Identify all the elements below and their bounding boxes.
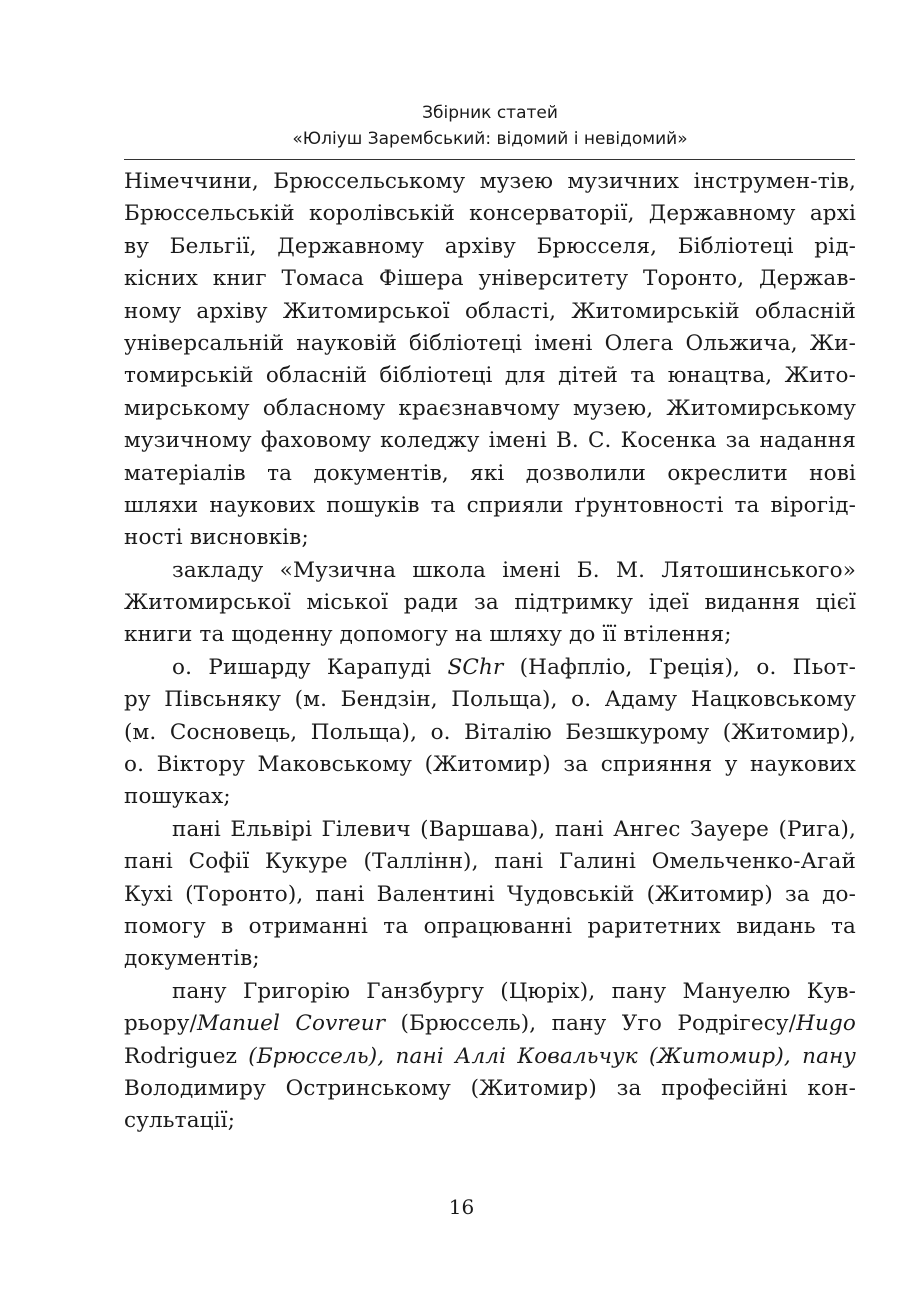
text-run: сультації; <box>124 1108 236 1134</box>
text-run: рьору/ <box>124 1011 197 1037</box>
body-text <box>124 166 856 1138</box>
text-line <box>124 1041 856 1073</box>
text-line <box>124 717 856 749</box>
text-line <box>124 781 856 813</box>
text-line <box>124 749 856 781</box>
text-run: Володимиру Остринському (Житомир) за професійні кон- <box>124 1075 856 1101</box>
text-run: пані Ельвірі Гілевич (Варшава), пані Ангес Зауере (Рига), <box>172 816 856 842</box>
text-run: універсальній науковій бібліотеці імені Олега Ольжича, Жи- <box>124 330 856 356</box>
text-run: помогу в отриманні та опрацюванні раритетних видань та <box>124 913 856 939</box>
text-line <box>124 458 856 490</box>
text-line <box>124 587 856 619</box>
text-line <box>124 393 856 425</box>
text-run: Кухі (Торонто), пані Валентині Чудовській (Житомир) за до- <box>124 881 856 907</box>
text-run: ву Бельгії, Державному архіву Брюсселя, Бібліотеці рід- <box>124 233 856 259</box>
text-line <box>124 231 856 263</box>
running-head-title: Збірник статей <box>422 103 558 123</box>
text-run: Брюссельській королівській консерваторії, Державному архі <box>124 201 856 227</box>
text-line <box>124 846 856 878</box>
text-line <box>124 911 856 943</box>
text-run: книги та щоденну допомогу на шляху до її втілення; <box>124 622 732 648</box>
text-run: пану Григорію Ганзбургу (Цюріх), пану Мануелю Кув- <box>172 978 856 1004</box>
text-run: документів; <box>124 946 260 972</box>
text-line <box>124 1008 856 1040</box>
running-head <box>124 100 856 152</box>
italic-text: Manuel Covreur <box>196 1011 386 1037</box>
text-run: кісних книг Томаса Фішера університету Торонто, Держав- <box>124 266 856 292</box>
running-head-subtitle: «Юліуш Зарембський: відомий і невідомий» <box>292 129 688 149</box>
text-run: мирському обласному краєзнавчому музею, Житомирському <box>124 395 856 421</box>
text-line <box>124 328 856 360</box>
text-line <box>124 296 856 328</box>
italic-text: (Брюссель), пані Аллі Ковальчук (Житомир), пану <box>237 1043 856 1069</box>
text-run: томирській обласній бібліотеці для дітей та юнацтва, Жито- <box>124 363 856 389</box>
text-line <box>124 879 856 911</box>
text-run: пані Софії Кукуре (Таллінн), пані Галині Омельченко-Агай <box>124 849 856 875</box>
text-run: Rodriguez <box>124 1043 238 1069</box>
text-line <box>124 198 856 230</box>
text-run: (м. Сосновець, Польща), о. Віталію Безшкурому (Житомир), <box>124 719 856 745</box>
text-run: ності висновків; <box>124 525 309 551</box>
text-run: Житомирської міської ради за підтримку ідеї видання цієї <box>124 590 856 616</box>
italic-text: SChr <box>447 654 504 680</box>
text-line <box>124 555 856 587</box>
text-run: (Брюссель), пану Уго Родрігесу/ <box>385 1011 797 1037</box>
header-rule <box>124 159 855 160</box>
text-line <box>124 814 856 846</box>
text-run: закладу «Музична школа імені Б. М. Лятошинського» <box>172 557 856 583</box>
text-line <box>124 619 856 651</box>
text-run: матеріалів та документів, які дозволили окреслити нові <box>124 460 856 486</box>
text-line <box>124 652 856 684</box>
text-run: ру Півсьняку (м. Бендзін, Польща), о. Адаму Нацковському <box>124 687 856 713</box>
page-number: 16 <box>448 1195 475 1219</box>
text-line <box>124 490 856 522</box>
text-run: музичному фаховому коледжу імені В. С. Косенка за надання <box>124 428 856 454</box>
text-run: пошуках; <box>124 784 231 810</box>
text-line <box>124 943 856 975</box>
text-run: (Нафпліо, Греція), о. Пьот- <box>503 654 856 680</box>
text-line <box>124 166 856 198</box>
italic-text: Hugo <box>796 1011 857 1037</box>
text-line <box>124 425 856 457</box>
text-run: о. Ришарду Карапуді <box>172 654 448 680</box>
text-run: о. Віктору Маковському (Житомир) за сприяння у наукових <box>124 752 856 778</box>
text-line <box>124 976 856 1008</box>
text-run: Німеччини, Брюссельському музею музичних інструмен-тів, <box>124 169 856 194</box>
text-line <box>124 684 856 716</box>
text-line <box>124 522 856 554</box>
text-line <box>124 360 856 392</box>
text-run: ному архіву Житомирської області, Житомирській обласній <box>124 298 856 324</box>
text-line <box>124 1073 856 1105</box>
text-line <box>124 1105 856 1137</box>
text-line <box>124 263 856 295</box>
text-run: шляхи наукових пошуків та сприяли ґрунтовності та вірогід- <box>124 492 856 518</box>
